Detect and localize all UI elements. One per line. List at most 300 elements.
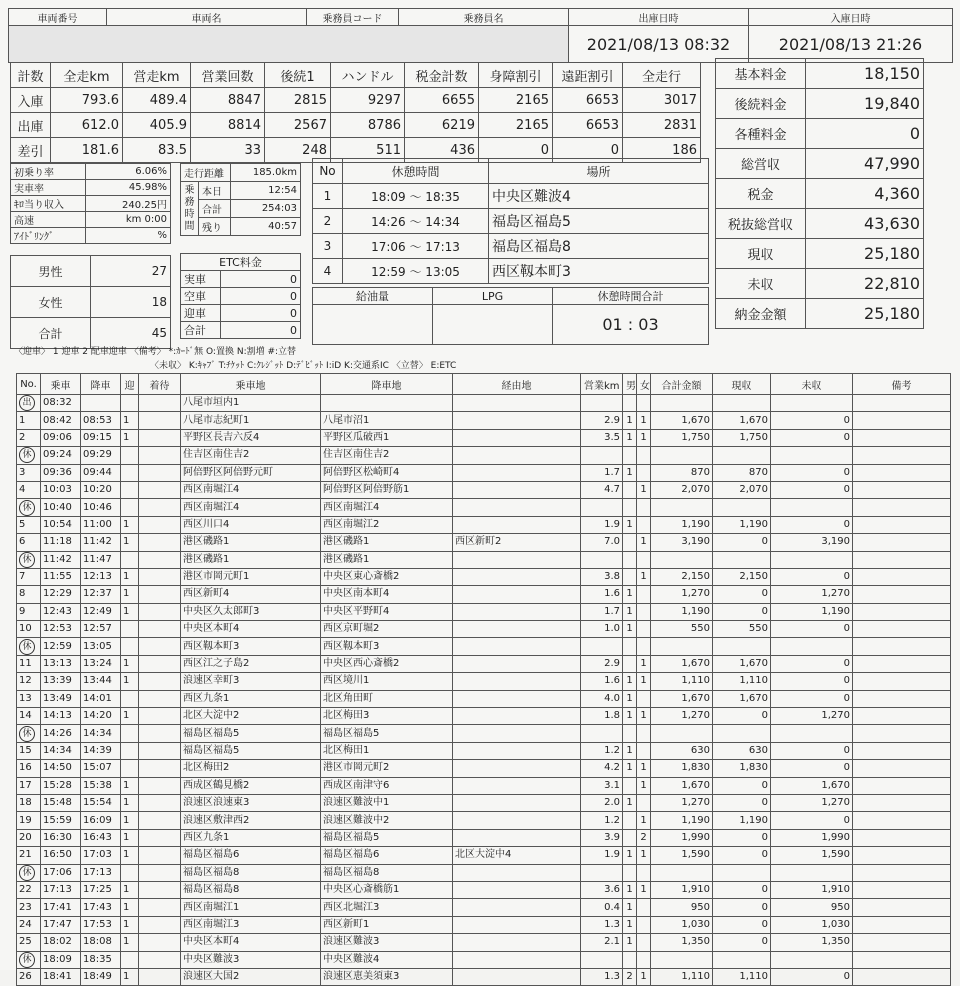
trip-cell [139,916,181,933]
trip-no: 17 [17,777,41,794]
trip-cell [623,568,637,585]
trip-cell: 1 [121,881,139,898]
trip-cell: 中央区難波3 [181,951,321,968]
trip-cell: 浪速区幸町3 [181,673,321,690]
trip-cell: 14:26 [41,725,81,742]
lpg-label: LPG [433,288,553,305]
trip-cell: 1,670 [651,777,713,794]
trip-cell [139,516,181,533]
trip-cell: 1 [637,568,651,585]
trip-cell: 浪速区難波3 [321,934,453,951]
trip-cell [581,551,623,568]
break-marker: 休 [19,447,35,463]
trip-cell [853,395,951,412]
trip-cell: 0 [771,621,853,638]
trip-cell [121,742,139,759]
trip-cell [139,777,181,794]
trip-cell: 14:20 [81,708,121,725]
counts-header: 営業回数 [191,63,265,88]
etc-label: 迎車 [181,305,221,322]
etc-label: 空車 [181,288,221,305]
trip-no [17,951,41,968]
trip-cell: 0 [713,794,771,811]
trip-cell [623,638,637,655]
trip-cell: 16:43 [81,829,121,846]
trip-row [17,794,951,811]
trip-cell: 2.0 [581,794,623,811]
trip-cell: 浪速区恵美須東3 [321,968,453,985]
trip-cell: 1,670 [771,777,853,794]
trip-cell: 北区梅田3 [321,708,453,725]
trip-cell: 西区南堀江1 [181,899,321,916]
trip-cell: 3.6 [581,881,623,898]
trip-cell [139,881,181,898]
trip-cell: 1,190 [651,516,713,533]
trip-cell: 1 [121,899,139,916]
trip-cell: 1,910 [771,881,853,898]
trip-cell: 1 [637,412,651,429]
trip-cell [771,638,853,655]
break-time: 14:26 ～ 14:34 [343,209,489,234]
trip-cell: 18:41 [41,968,81,985]
trips-header: 未収 [771,374,853,395]
trip-cell: 3.5 [581,429,623,446]
trip-cell: 1,030 [771,916,853,933]
break-marker: 休 [19,639,35,655]
trip-cell: 18:08 [81,934,121,951]
trip-cell: 八尾市志紀町1 [181,412,321,429]
trip-cell [453,864,581,881]
break-no: 3 [313,234,343,259]
trip-no: 16 [17,760,41,777]
distance-label: 走行距離 [181,164,231,182]
break-row [313,184,709,209]
trip-cell [121,481,139,498]
trip-cell: 福島区福島5 [321,725,453,742]
trip-cell: 0 [713,916,771,933]
counts-header: 身障割引 [479,63,553,88]
break-marker: 休 [19,552,35,568]
trip-cell: 12:49 [81,603,121,620]
trip-row [17,916,951,933]
trip-cell: 1,110 [713,673,771,690]
counts-row [11,88,701,113]
trip-cell [853,899,951,916]
counts-row-label: 差引 [11,138,51,163]
rate-value: % [86,228,171,244]
trip-cell [139,812,181,829]
trip-cell: 0 [771,968,853,985]
trip-cell [453,708,581,725]
trips-header: 女 [637,374,651,395]
trip-cell: 1,670 [713,690,771,707]
trip-no: 25 [17,934,41,951]
trip-cell [713,499,771,516]
break-marker: 休 [19,865,35,881]
trip-cell: 阿倍野区阿倍野筋1 [321,481,453,498]
trip-cell [453,812,581,829]
etc-row [181,271,301,288]
trip-row [17,516,951,533]
trip-row [17,447,951,464]
trip-cell [637,499,651,516]
trip-cell [853,725,951,742]
trip-cell [581,638,623,655]
trip-cell: 17:06 [41,864,81,881]
trip-cell: 1 [637,812,651,829]
trip-cell [453,655,581,672]
trip-row [17,638,951,655]
fee-row [716,59,924,89]
trip-cell [139,534,181,551]
trip-row [17,534,951,551]
trip-cell: 14:34 [41,742,81,759]
trip-cell [139,447,181,464]
trip-cell: 福島区福島5 [181,725,321,742]
trip-cell [623,829,637,846]
trip-no [17,864,41,881]
trip-row [17,499,951,516]
trip-cell [453,429,581,446]
trip-row [17,586,951,603]
trip-cell: 0 [713,847,771,864]
trip-cell [637,395,651,412]
passenger-row [11,256,171,287]
trip-cell [853,777,951,794]
trip-cell [139,794,181,811]
trip-cell [853,690,951,707]
rate-row [11,164,171,180]
trip-cell: 1 [623,586,637,603]
trip-cell: 1,190 [771,603,853,620]
trip-cell: 1,190 [651,603,713,620]
trip-cell: 2,150 [713,568,771,585]
trip-no: 26 [17,968,41,985]
trip-cell [581,499,623,516]
trip-cell: 1.2 [581,812,623,829]
trip-cell [623,534,637,551]
trip-cell: 1 [623,690,637,707]
passenger-label: 男性 [11,256,91,287]
trip-cell: 西区南堀江2 [321,516,453,533]
trip-cell: 10:20 [81,481,121,498]
trip-cell: 1.7 [581,464,623,481]
trip-cell: 1 [623,429,637,446]
counts-header: ハンドル [331,63,405,88]
trip-cell: 1,670 [713,655,771,672]
trip-cell [453,551,581,568]
trips-header: 経由地 [453,374,581,395]
trip-cell: 1 [121,534,139,551]
trip-no: 19 [17,812,41,829]
etc-title: ETC料金 [181,254,301,271]
trip-row [17,899,951,916]
fuel-table [312,287,709,345]
trip-cell: 1 [121,708,139,725]
trip-cell [637,638,651,655]
trip-cell: 1.7 [581,603,623,620]
trip-cell: 北区角田町 [321,690,453,707]
trip-row [17,864,951,881]
trip-cell [139,412,181,429]
trip-cell: 1,270 [651,586,713,603]
col-vehicle-name: 車両名 [107,9,307,26]
trip-cell: 1 [623,934,637,951]
trips-header: 乗車 [41,374,81,395]
trip-row [17,551,951,568]
trip-cell [637,603,651,620]
counts-cell: 248 [265,138,331,163]
trip-cell: 1,830 [651,760,713,777]
trip-cell: 浪速区難波中2 [321,812,453,829]
trip-cell: 1,990 [771,829,853,846]
trip-cell [453,725,581,742]
trip-cell [637,864,651,881]
trip-cell [853,464,951,481]
trip-cell: 0 [771,812,853,829]
trip-cell [139,481,181,498]
trip-cell: 1,990 [651,829,713,846]
remaining-value: 40:57 [231,218,301,236]
trip-cell: 1,670 [651,412,713,429]
trip-cell [713,951,771,968]
trip-cell [139,464,181,481]
trip-cell [623,725,637,742]
trip-cell [581,395,623,412]
trip-cell: 0 [771,673,853,690]
trip-no: 4 [17,481,41,498]
trips-header: 男 [623,374,637,395]
trip-cell: 2,070 [713,481,771,498]
trip-cell: 平野区瓜破西1 [321,429,453,446]
trip-cell [453,934,581,951]
passenger-value: 45 [91,318,171,349]
trip-cell: 1.8 [581,708,623,725]
fees-table [715,58,924,329]
trip-cell [453,742,581,759]
trip-cell [637,916,651,933]
trip-cell [637,899,651,916]
trip-cell: 1 [623,464,637,481]
trip-cell: 1,190 [651,812,713,829]
etc-value: 0 [221,305,301,322]
break-marker: 休 [19,500,35,516]
break-total-value: 01 : 03 [553,305,709,345]
trip-cell [453,760,581,777]
trip-cell [853,638,951,655]
trip-cell: 八尾市垣内1 [181,395,321,412]
trip-cell: 18:35 [81,951,121,968]
trip-cell [139,621,181,638]
counts-cell: 6655 [405,88,479,113]
trip-cell: 3,190 [651,534,713,551]
trip-cell [453,603,581,620]
trip-cell: 14:01 [81,690,121,707]
trip-cell: 福島区福島8 [181,864,321,881]
header-table [8,8,953,63]
fee-value: 25,180 [806,299,924,329]
trip-cell [453,621,581,638]
trip-cell [453,794,581,811]
trip-cell [321,395,453,412]
trip-cell [581,447,623,464]
trip-cell: 福島区福島8 [181,881,321,898]
trip-row [17,603,951,620]
counts-cell: 793.6 [51,88,123,113]
trip-cell: 1,590 [771,847,853,864]
trip-cell: 0 [771,742,853,759]
fee-row [716,179,924,209]
trip-cell [637,934,651,951]
trip-cell: 0.4 [581,899,623,916]
trip-cell [853,708,951,725]
trip-cell: 1.3 [581,968,623,985]
trip-cell [121,551,139,568]
trip-cell: 09:24 [41,447,81,464]
trip-cell [453,447,581,464]
trip-cell [623,951,637,968]
etc-value: 0 [221,271,301,288]
trip-cell: 0 [713,777,771,794]
trip-no [17,638,41,655]
trip-cell [853,864,951,881]
trip-cell: 4.2 [581,760,623,777]
today-label: 本日 [199,182,231,200]
trip-cell: 1 [121,812,139,829]
legend-line-1: 〈迎車〉 1 迎車 2 配車迎車 〈備考〉 *:ｶｰﾄﾞ無 O:置換 N:割増 #:立替 [14,347,297,357]
trip-cell [139,899,181,916]
trip-cell: 12:43 [41,603,81,620]
trip-cell: 08:53 [81,412,121,429]
trip-cell: 630 [651,742,713,759]
trip-no: 11 [17,655,41,672]
trip-cell: 西区南堀江4 [181,481,321,498]
counts-row [11,113,701,138]
trip-cell [139,760,181,777]
trip-cell: 1,670 [713,412,771,429]
trip-no [17,551,41,568]
trip-cell: 1,110 [651,673,713,690]
trip-cell [139,934,181,951]
fee-row [716,119,924,149]
passenger-value: 27 [91,256,171,287]
trip-cell: 1,030 [651,916,713,933]
trip-cell [139,951,181,968]
trip-cell: 1 [637,429,651,446]
trip-row [17,777,951,794]
trip-cell: 0 [713,534,771,551]
trip-cell: 1,110 [713,968,771,985]
trip-cell [623,812,637,829]
trip-cell [853,655,951,672]
counts-row-label: 出庫 [11,113,51,138]
trip-cell: 北区大淀中2 [181,708,321,725]
trip-cell: 西区靱本町3 [181,638,321,655]
fee-label: 税抜総営収 [716,209,806,239]
trip-cell: 1 [121,777,139,794]
trip-cell [453,899,581,916]
trip-cell: 浪速区浪速東3 [181,794,321,811]
today-value: 12:54 [231,182,301,200]
trip-cell: 4.0 [581,690,623,707]
trip-cell: 1.2 [581,742,623,759]
trip-row [17,655,951,672]
counts-header: 税金計数 [405,63,479,88]
trips-header: 迎 [121,374,139,395]
trip-cell [139,829,181,846]
trip-cell: 10:03 [41,481,81,498]
trip-cell [637,794,651,811]
trip-row [17,429,951,446]
trip-cell: 1,270 [771,586,853,603]
trip-cell: 福島区福島8 [321,864,453,881]
trip-cell: 1 [121,847,139,864]
trip-cell: 15:38 [81,777,121,794]
trip-cell: 950 [651,899,713,916]
trip-cell: 0 [713,829,771,846]
trip-cell [853,551,951,568]
trip-cell: 1 [121,968,139,985]
trip-cell: 15:28 [41,777,81,794]
trip-cell: 西区江之子島2 [181,655,321,672]
trip-cell: 1.6 [581,673,623,690]
trip-no: 2 [17,429,41,446]
trip-cell [637,586,651,603]
etc-value: 0 [221,322,301,339]
trip-cell: 14:34 [81,725,121,742]
fee-row [716,299,924,329]
break-row [313,259,709,284]
break-time: 18:09 ～ 18:35 [343,184,489,209]
counts-cell: 6653 [553,113,623,138]
trip-cell [853,412,951,429]
trip-cell: 1 [121,429,139,446]
trip-cell: 09:36 [41,464,81,481]
counts-table [10,62,701,163]
trip-cell [453,464,581,481]
legend-line-2: 〈未収〉 K:ｷｬﾌﾞ T:ﾁｹｯﾄ C:ｸﾚｼﾞｯﾄ D:ﾃﾞﾋﾞｯﾄ I:iD K:交通系IC 〈立替〉 E:ETC [150,361,457,371]
trip-cell: 18:09 [41,951,81,968]
trip-cell [637,725,651,742]
trip-cell: 1,830 [713,760,771,777]
rate-value: 6.06% [86,164,171,180]
trip-cell [121,951,139,968]
trip-cell: 1 [121,794,139,811]
fee-label: 後続料金 [716,89,806,119]
trip-cell: 1.3 [581,916,623,933]
rates-table [10,163,171,244]
trip-cell [139,586,181,603]
trip-cell: 1,670 [651,690,713,707]
trip-cell [453,481,581,498]
trip-cell: 1 [623,673,637,690]
trip-cell [121,690,139,707]
trip-cell: 中央区難波4 [321,951,453,968]
trip-cell [453,412,581,429]
trip-cell [453,568,581,585]
counts-header: 営走km [123,63,191,88]
trip-cell: 18:49 [81,968,121,985]
passenger-label: 合計 [11,318,91,349]
trip-cell [713,864,771,881]
trip-cell [637,447,651,464]
rate-label: 初乗り率 [11,164,86,180]
trip-cell [139,395,181,412]
trips-header: 降車 [81,374,121,395]
counts-cell: 2165 [479,113,553,138]
counts-cell: 0 [479,138,553,163]
trip-cell [853,847,951,864]
